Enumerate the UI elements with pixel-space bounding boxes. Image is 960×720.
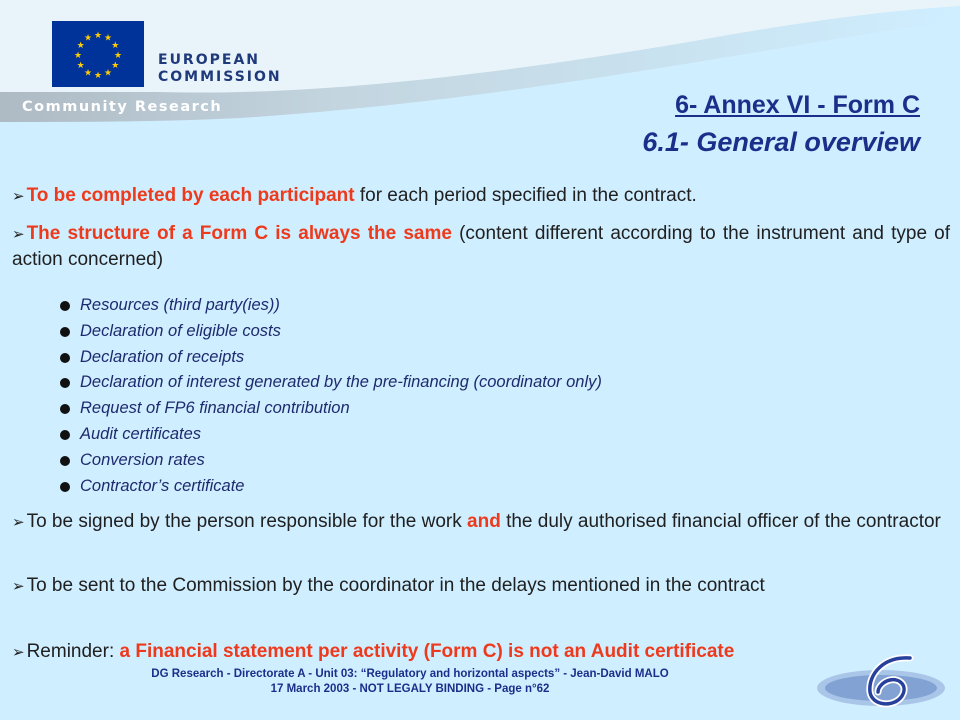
svg-text:★: ★ — [83, 68, 93, 79]
round-bullet-icon — [60, 353, 70, 363]
slide-subtitle: 6.1- General overview — [642, 127, 920, 157]
bullet-text: the duly authorised financial officer of the contractor — [500, 511, 941, 532]
round-bullet-icon — [60, 482, 70, 492]
emphasis-text: To be completed by each participant — [26, 185, 355, 206]
eu-stars-icon — [52, 21, 144, 87]
list-item: Conversion rates — [60, 448, 602, 474]
arrow-right-icon: ➢ — [12, 644, 25, 661]
svg-text:★: ★ — [111, 41, 120, 51]
bullet-reminder — [12, 639, 950, 665]
emphasis-text: and — [467, 511, 501, 532]
slide-title: 6- Annex VI - Form C — [675, 91, 920, 119]
svg-text:★: ★ — [103, 68, 113, 79]
svg-text:★: ★ — [93, 31, 103, 41]
svg-text:★: ★ — [111, 61, 120, 71]
bullet-text: Reminder: — [26, 641, 120, 662]
footer-line-2: 17 March 2003 - NOT LEGALY BINDING - Page n°62 — [270, 683, 550, 695]
bullet-text: To be sent to the Commission by the coordinator in the delays mentioned in the contract — [26, 575, 765, 596]
arrow-right-icon: ➢ — [12, 514, 25, 531]
round-bullet-icon — [60, 404, 70, 414]
arrow-right-icon: ➢ — [12, 188, 25, 205]
round-bullet-icon — [60, 378, 70, 388]
list-item: Contractor’s certificate — [60, 474, 602, 500]
svg-text:★: ★ — [113, 51, 123, 61]
bullet-text: To be signed by the person responsible for the work — [26, 511, 468, 532]
list-item: Resources (third party(ies)) — [60, 293, 602, 319]
emphasis-text: a Financial statement per activity (Form C) is not an Audit certificate — [119, 641, 735, 662]
list-item: Declaration of eligible costs — [60, 319, 602, 345]
arrow-right-icon: ➢ — [12, 578, 25, 595]
list-item: Audit certificates — [60, 422, 602, 448]
fp6-logo — [812, 652, 950, 714]
organisation-name — [158, 52, 282, 86]
round-bullet-icon — [60, 456, 70, 466]
footer — [60, 667, 760, 697]
footer-line-1: DG Research - Directorate A - Unit 03: “Regulatory and horizontal aspects” - Jean-David MALO — [151, 668, 669, 680]
list-item: Declaration of receipts — [60, 345, 602, 371]
bullet-text: (content different according to the instrument and type of action concerned) — [12, 223, 950, 270]
round-bullet-icon — [60, 301, 70, 311]
list-item: Declaration of interest generated by the pre-financing (coordinator only) — [60, 370, 602, 396]
arrow-right-icon: ➢ — [12, 226, 25, 243]
org-line-2: COMMISSION — [158, 69, 282, 85]
emphasis-text: The structure of a Form C is always the same — [26, 223, 452, 244]
svg-text:★: ★ — [83, 33, 93, 44]
bullet-structure — [12, 221, 950, 272]
community-research-label: Community Research — [22, 99, 223, 115]
bullet-sent-to — [12, 573, 892, 599]
svg-text:★: ★ — [93, 71, 103, 81]
svg-text:★: ★ — [76, 41, 85, 51]
round-bullet-icon — [60, 327, 70, 337]
form-c-contents-list — [60, 293, 602, 499]
list-item: Request of FP6 financial contribution — [60, 396, 602, 422]
bullet-completed-by — [12, 183, 950, 209]
svg-text:★: ★ — [103, 33, 113, 44]
round-bullet-icon — [60, 430, 70, 440]
svg-text:★: ★ — [76, 61, 85, 71]
org-line-1: EUROPEAN — [158, 52, 260, 68]
bullet-signed-by — [12, 509, 950, 535]
bullet-text: for each period specified in the contract. — [354, 185, 697, 206]
eu-flag-logo — [52, 21, 144, 87]
svg-text:★: ★ — [73, 51, 83, 61]
